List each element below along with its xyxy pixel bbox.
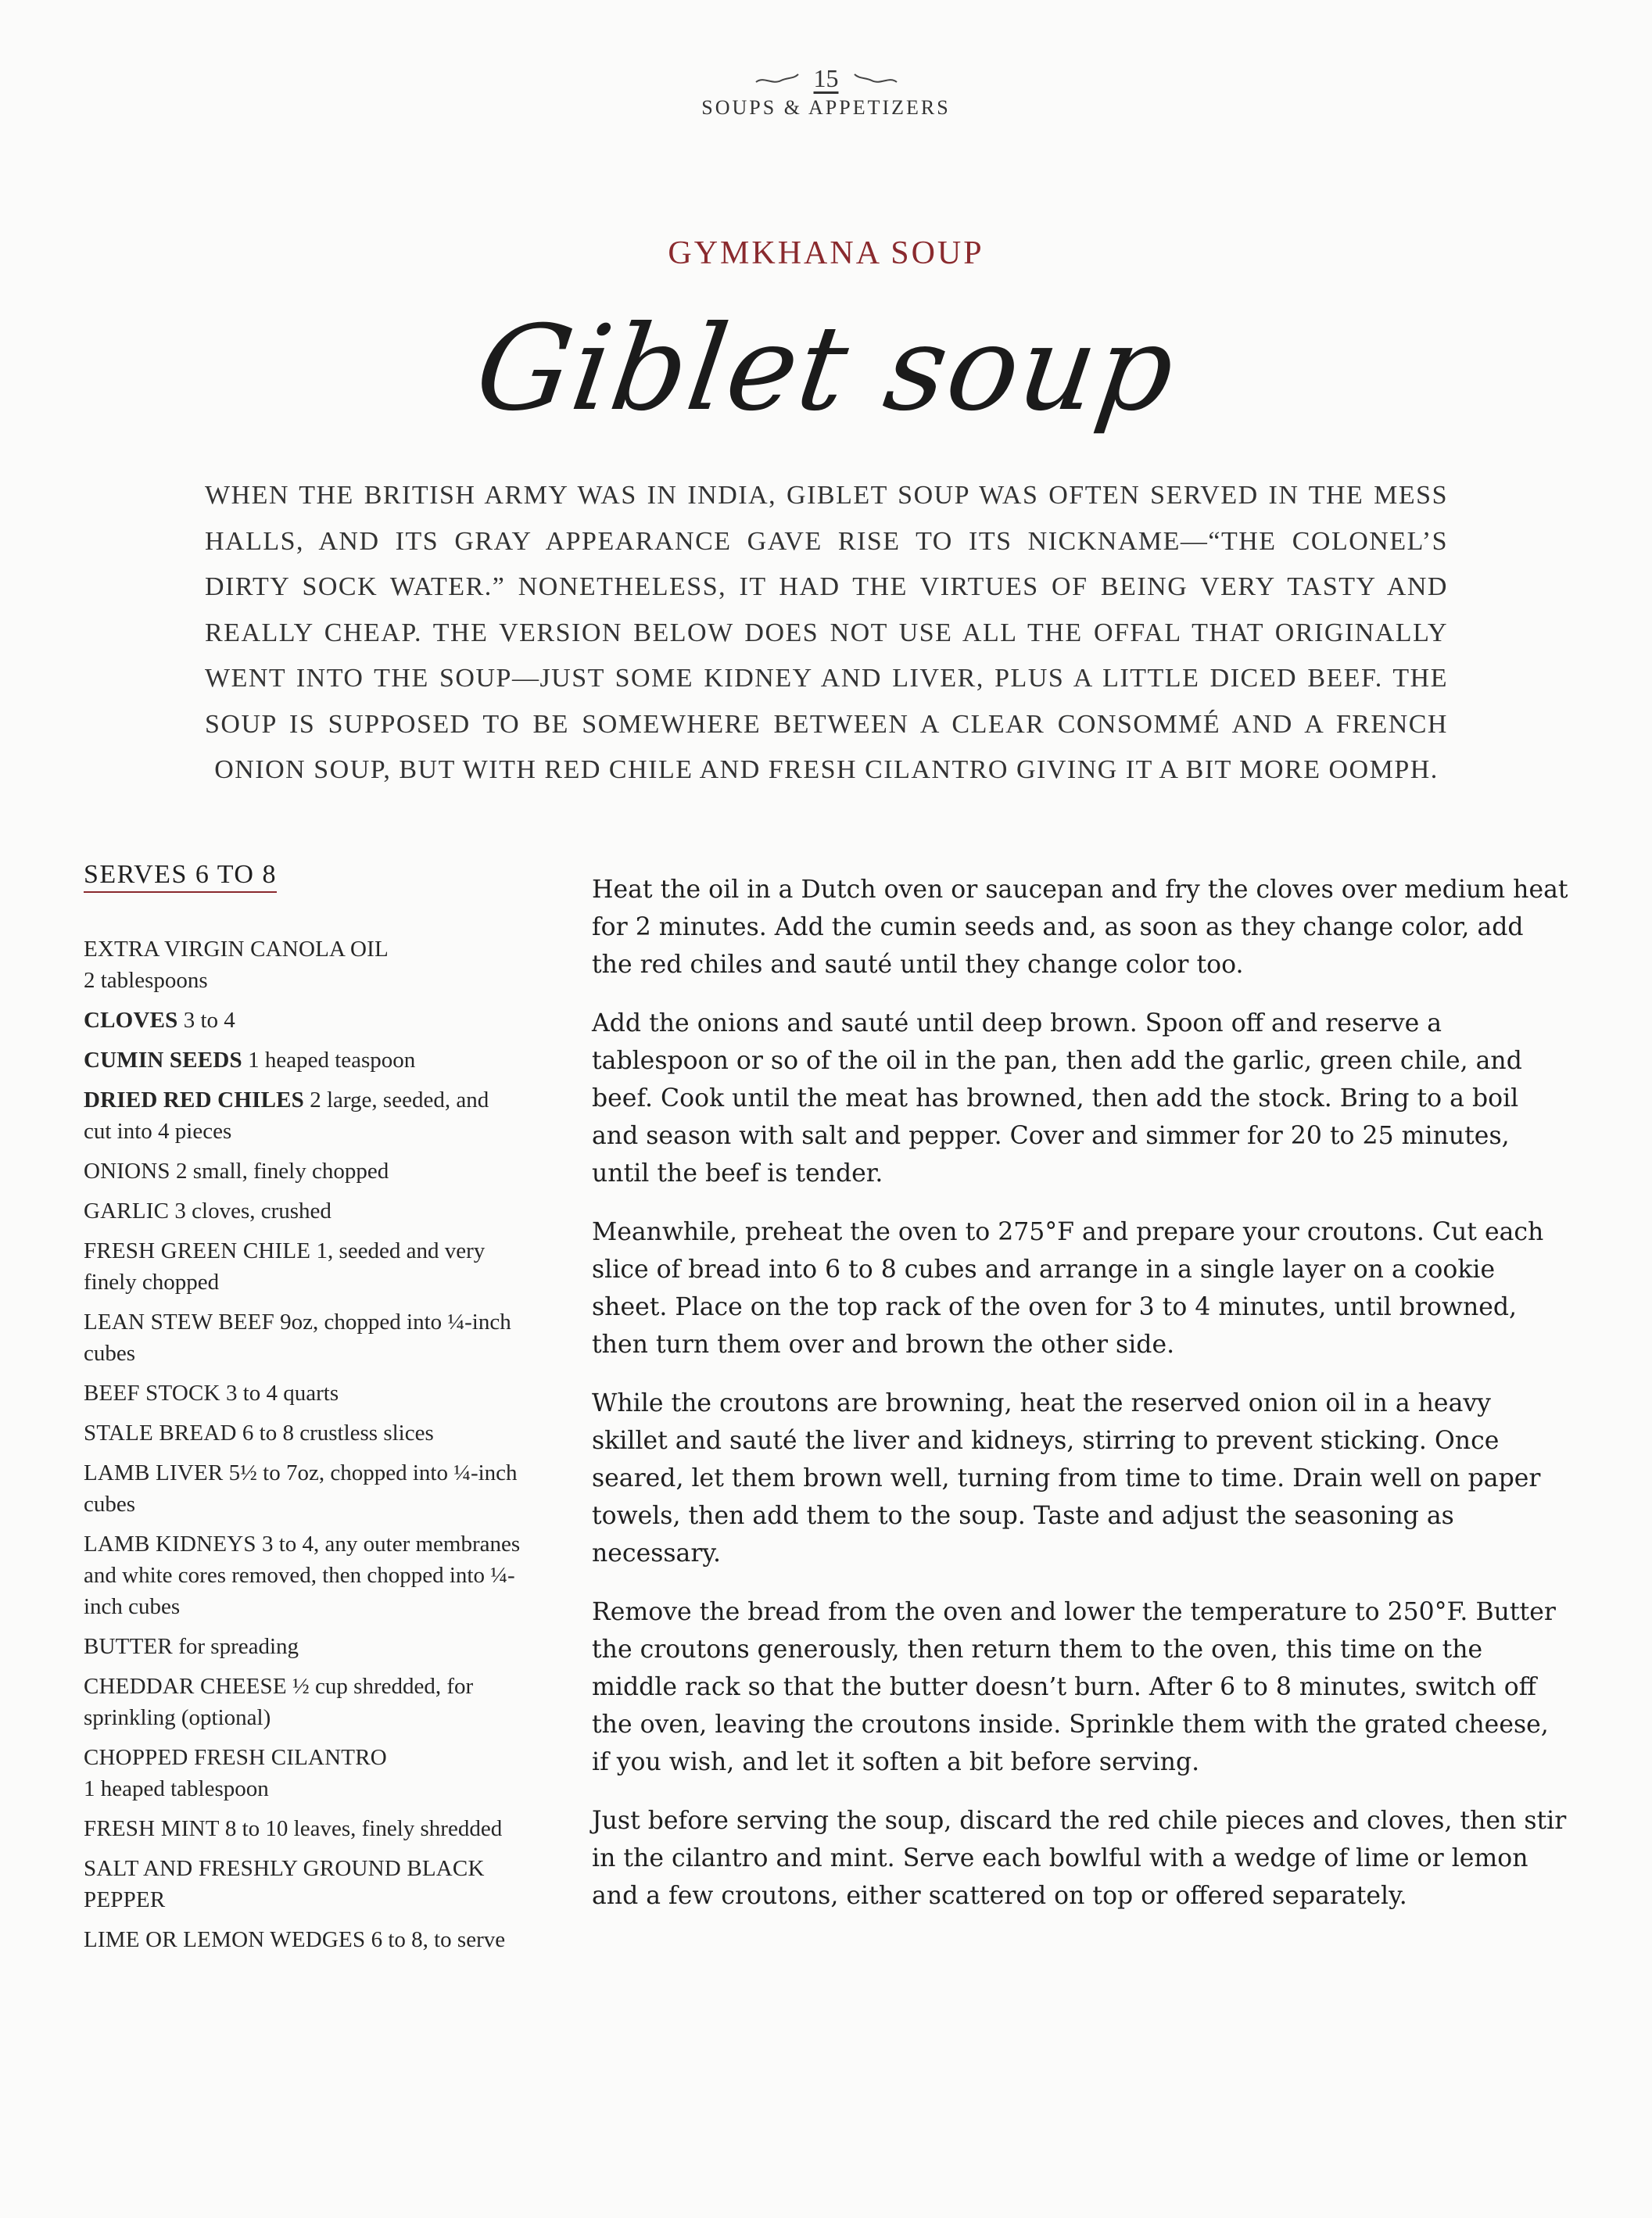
ingredient-item xyxy=(84,1156,521,1187)
running-head: SOUPS & APPETIZERS xyxy=(701,96,951,119)
ingredient-quantity: 9oz, chopped into ¼-inch cubes xyxy=(84,1310,511,1366)
method-step: Meanwhile, preheat the oven to 275°F and prepare your croutons. Cut each slice of bread into 6 to 8 cubes and arrange in a single layer on a cookie sheet. Place on the top rack of the oven for 3 to 4 minutes, until browned, then turn them over and brown the other side. xyxy=(592,1218,1544,1359)
ingredient-quantity: 1 heaped tablespoon xyxy=(84,1776,269,1801)
ingredient-item xyxy=(84,1671,521,1733)
ingredient-name: FRESH MINT xyxy=(84,1816,220,1841)
ingredient-item xyxy=(84,1853,521,1915)
ingredient-quantity: 8 to 10 leaves, finely shredded xyxy=(224,1816,503,1841)
ingredient-name: CHEDDAR CHEESE xyxy=(84,1674,287,1699)
ingredient-name: EXTRA VIRGIN CANOLA OIL xyxy=(84,937,389,962)
method-step: While the croutons are browning, heat the reserved onion oil in a heavy skillet and sauté the liver and kidneys, stirring to prevent sticking. Once seared, let them brown well, turning from time to time. Drain well on paper towels, then add them to the soup. Taste and adjust the seasoning as necessary. xyxy=(592,1389,1541,1568)
ingredient-quantity: ½ cup shredded, for sprinkling (optional) xyxy=(84,1674,474,1730)
page-number: 15 xyxy=(813,64,839,92)
ingredient-item xyxy=(84,1417,521,1449)
page-number-row xyxy=(0,64,1652,93)
ingredient-quantity: 1, seeded and very finely chopped xyxy=(84,1238,486,1295)
ingredients-column xyxy=(84,860,521,1964)
ingredient-item xyxy=(84,1528,521,1622)
ingredient-quantity: 6 to 8 crustless slices xyxy=(242,1421,434,1446)
ingredient-item xyxy=(84,1235,521,1298)
ingredient-item xyxy=(84,933,521,996)
ingredient-quantity: 2 tablespoons xyxy=(84,968,208,993)
ingredient-name: LAMB KIDNEYS xyxy=(84,1532,256,1557)
ingredient-item xyxy=(84,1742,521,1804)
ingredient-quantity: for spreading xyxy=(178,1634,299,1659)
method-step: Just before serving the soup, discard the red chile pieces and cloves, then stir in the cilantro and mint. Serve each bowlful with a wedge of lime or lemon and a few croutons, either scattered on top or offered separately. xyxy=(592,1807,1567,1910)
ingredient-quantity: 5½ to 7oz, chopped into ¼-inch cubes xyxy=(84,1460,518,1517)
ingredient-name: DRIED RED CHILES xyxy=(84,1088,304,1113)
ingredients-list xyxy=(84,933,521,1955)
ingredient-name: BEEF STOCK xyxy=(84,1381,220,1406)
ingredient-name: LAMB LIVER xyxy=(84,1460,224,1485)
ingredient-item xyxy=(84,1045,521,1076)
ingredient-name: CLOVES xyxy=(84,1008,178,1033)
method-column xyxy=(592,871,1569,1936)
left-swash-ornament-icon xyxy=(754,71,800,87)
ingredient-quantity: 2 large, seeded, and cut into 4 pieces xyxy=(84,1088,489,1144)
ingredient-name: SALT AND FRESHLY GROUND BLACK PEPPER xyxy=(84,1856,485,1912)
ingredient-item xyxy=(84,1924,521,1955)
recipe-script-title: Giblet soup xyxy=(468,301,1184,437)
ingredient-item xyxy=(84,1813,521,1844)
ingredient-quantity: 3 to 4 quarts xyxy=(225,1381,339,1406)
ingredient-item xyxy=(84,1378,521,1409)
ingredient-name: BUTTER xyxy=(84,1634,173,1659)
ingredient-item xyxy=(84,1457,521,1520)
method-step: Add the onions and sauté until deep brown. Spoon off and reserve a tablespoon or so of the oil in the pan, then add the garlic, green chile, and beef. Cook until the meat has browned, then add the stock. Bring to a boil and season with salt and pepper. Cover and simmer for 20 to 25 minutes, until the beef is tender. xyxy=(592,1009,1522,1188)
ingredient-name: ONIONS xyxy=(84,1159,170,1184)
ingredient-quantity: 1 heaped teaspoon xyxy=(248,1048,416,1073)
ingredient-quantity: 6 to 8, to serve xyxy=(371,1927,506,1952)
ingredient-name: CHOPPED FRESH CILANTRO xyxy=(84,1745,387,1770)
ingredient-name: FRESH GREEN CHILE xyxy=(84,1238,311,1263)
ingredient-item xyxy=(84,1195,521,1227)
recipe-title: GYMKHANA SOUP xyxy=(668,235,984,271)
method-step: Heat the oil in a Dutch oven or saucepan and fry the cloves over medium heat for 2 minutes. Add the cumin seeds and, as soon as they change color, add the red chiles and sauté until they change color too. xyxy=(592,876,1568,979)
ingredient-name: STALE BREAD xyxy=(84,1421,237,1446)
ingredient-quantity: 3 to 4 xyxy=(183,1008,235,1033)
recipe-intro: WHEN THE BRITISH ARMY WAS IN INDIA, GIBLET SOUP WAS OFTEN SERVED IN THE MESS HALLS, AND ITS GRAY APPEARANCE GAVE RISE TO ITS NICKNAME—“THE COLONEL’S DIRTY SOCK WATER.” NONETHELESS, IT HAD THE VIRTUES OF BEING VERY TASTY AND REALLY CHEAP. THE VERSION BELOW DOES NOT USE ALL THE OFFAL THAT ORIGINALLY WENT INTO THE SOUP—JUST SOME KIDNEY AND LIVER, PLUS A LITTLE DICED BEEF. THE SOUP IS SUPPOSED TO BE SOMEWHERE BETWEEN A CLEAR CONSOMMÉ AND A FRENCH ONION SOUP, BUT WITH RED CHILE AND FRESH CILANTRO GIVING IT A BIT MORE OOMPH. xyxy=(205,481,1448,784)
page-header xyxy=(0,64,1652,120)
ingredient-item xyxy=(84,1306,521,1369)
ingredient-quantity: 3 to 4, any outer membranes and white cores removed, then chopped into ¼-inch cubes xyxy=(84,1532,521,1619)
ingredient-quantity: 2 small, finely chopped xyxy=(176,1159,389,1184)
ingredient-name: GARLIC xyxy=(84,1199,170,1224)
ingredient-item xyxy=(84,1005,521,1036)
ingredient-name: LEAN STEW BEEF xyxy=(84,1310,274,1335)
ingredient-name: LIME OR LEMON WEDGES xyxy=(84,1927,366,1952)
right-swash-ornament-icon xyxy=(853,71,898,87)
ingredient-item xyxy=(84,1631,521,1662)
ingredient-name: CUMIN SEEDS xyxy=(84,1048,242,1073)
ingredient-item xyxy=(84,1084,521,1147)
method-step: Remove the bread from the oven and lower the temperature to 250°F. Butter the croutons generously, then return them to the oven, this time on the middle rack so that the butter doesn’t burn. After 6 to 8 minutes, switch off the oven, leaving the croutons inside. Sprinkle them with the grated cheese, if you wish, and let it soften a bit before serving. xyxy=(592,1598,1556,1776)
serves-heading: SERVES 6 TO 8 xyxy=(84,860,277,893)
ingredient-quantity: 3 cloves, crushed xyxy=(174,1199,331,1224)
